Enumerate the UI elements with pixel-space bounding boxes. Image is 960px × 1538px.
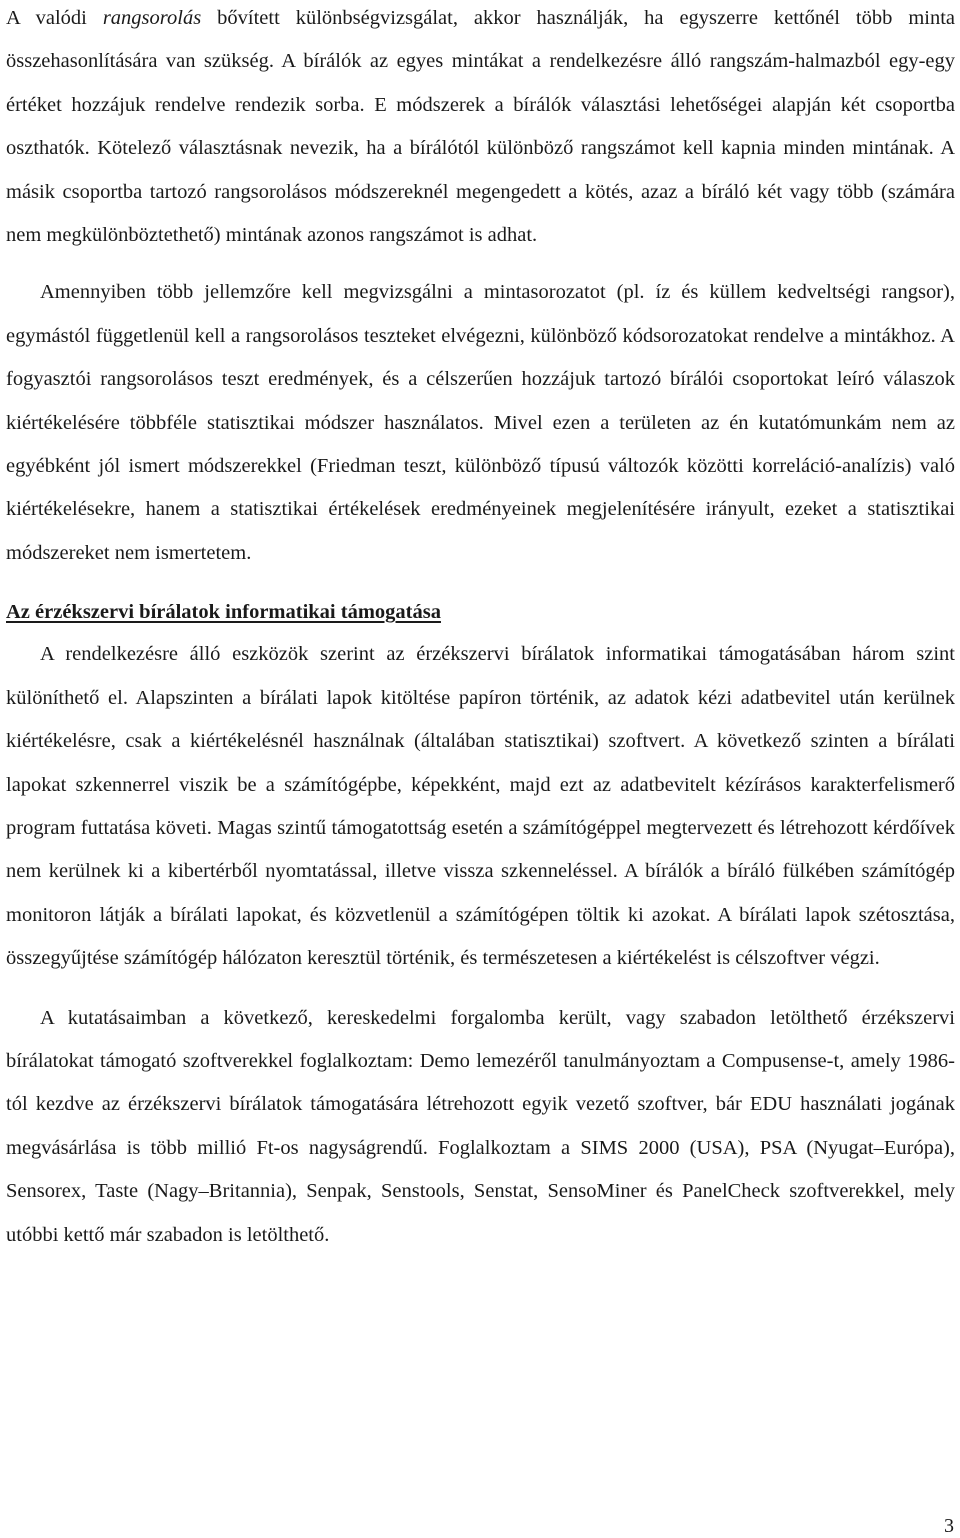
document-page: [6, 0, 955, 1257]
paragraph-it-support-levels: A rendelkezésre álló eszközök szerint az érzékszervi bírálatok informatikai támogatásában három szint különíthető el. Alapszinten a bírálati lapok kitöltése papíron történik, az adatok kézi adatbevitel után kerülnek kiértékelésre, csak a kiértékelésnél használnak (általában statisztikai) szoftvert. A következő szinten a bírálati lapokat szkennerrel viszik be a számítógépbe, képekként, majd ezt az adatbevitelt kézírásos karakterfelismerő program futtatása követi. Magas szintű támogatottság esetén a számítógéppel megtervezett és létrehozott kérdőívek nem kerülnek ki a kibertérből nyomtatással, illetve vissza szkenneléssel. A bírálók a bíráló fülkében számítógép monitoron látják a bírálati lapokat, és közvetlenül a számítógépen töltik ki azokat. A bírálati lapok szétosztása, összegyűjtése számítógép hálózaton keresztül történik, és természetesen a kiértékelést is célszoftver végzi.: [6, 643, 955, 970]
paragraph-text: bővített különbségvizsgálat, akkor használják, ha egyszerre kettőnél több minta összehasonlítására van szükség. A bírálók az egyes mintákat a rendelkezésre álló rangszám-halmazból egy-egy értéket hozzájuk rendelve rendezik sorba. E módszerek a bírálók választási lehetőségei alapján két csoportba oszthatók. Kötelező választásnak nevezik, ha a bírálótól különböző rangszámot kell kapnia minden mintának. A másik csoportba tartozó rangsorolásos módszereknél megengedett a kötés, azaz a bíráló két vagy több (számára nem megkülönböztethető) mintának azonos rangszámot is adhat.: [6, 7, 955, 247]
italic-term: rangsorolás: [102, 7, 202, 29]
section-heading: Az érzékszervi bírálatok informatikai támogatása: [6, 601, 441, 624]
paragraph-ranking-methods: [6, 0, 955, 257]
page-number: 3: [944, 1515, 954, 1537]
paragraph-multiple-attributes: Amennyiben több jellemzőre kell megvizsgálni a mintasorozatot (pl. íz és küllem kedveltségi rangsor), egymástól függetlenül kell a rangsorolásos teszteket elvégezni, különböző kódsorozatokat rendelve a mintákhoz. A fogyasztói rangsorolásos teszt eredmények, és a célszerűen hozzájuk tartozó bírálói csoportokat leíró válaszok kiértékelésére többféle statisztikai módszer használatos. Mivel ezen a területen az én kutatómunkám nem az egyébként jól ismert módszerekkel (Friedman teszt, különböző típusú változók közötti korreláció-analízis) való kiértékelésekre, hanem a statisztikai értékelések eredményeinek megjelenítésére irányult, ezeket a statisztikai módszereket nem ismertetem.: [6, 281, 955, 564]
paragraph-text: A valódi: [6, 7, 103, 29]
paragraph-software-list: A kutatásaimban a következő, kereskedelmi forgalomba került, vagy szabadon letölthető érzékszervi bírálatokat támogató szoftverekkel foglalkoztam: Demo lemezéről tanulmányoztam a Compusense-t, amely 1986-tól kezdve az érzékszervi bírálatok támogatására létrehozott egyik vezető szoftver, bár EDU használati jogának megvásárlása is több millió Ft-os nagyságrendű. Foglalkoztam a SIMS 2000 (USA), PSA (Nyugat–Európa), Sensorex, Taste (Nagy–Britannia), Senpak, Senstools, Senstat, SensoMiner és PanelCheck szoftverekkel, mely utóbbi kettő már szabadon is letölthető.: [6, 1006, 955, 1246]
